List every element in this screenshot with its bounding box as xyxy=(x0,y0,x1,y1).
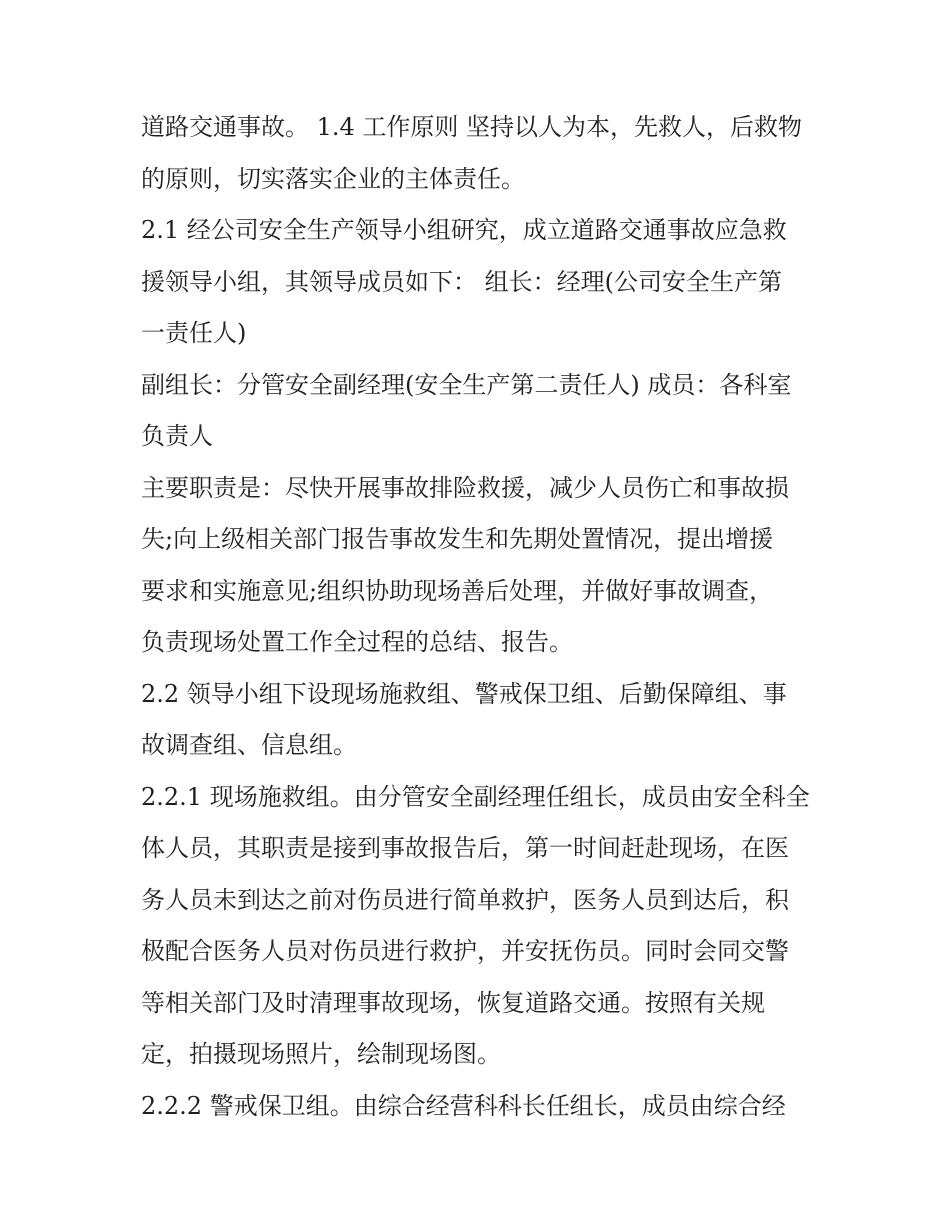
text-line: 要求和实施意见;组织协助现场善后处理，并做好事故调查， xyxy=(141,576,774,605)
text-line: 失;向上级相关部门报告事故发生和先期处置情况，提出增援 xyxy=(141,525,774,553)
text-line: 负责人 xyxy=(141,422,213,450)
text-line: 负责现场处置工作全过程的总结、报告。 xyxy=(141,628,573,656)
text-line: 定，拍摄现场照片，绘制现场图。 xyxy=(141,1040,501,1068)
text-line: 故调查组、信息组。 xyxy=(141,731,357,759)
text-line: 等相关部门及时清理事故现场，恢复道路交通。按照有关规 xyxy=(141,988,765,1017)
text-line: 援领导小组，其领导成员如下： 组长：经理(公司安全生产第 xyxy=(141,267,782,296)
text-line: 2.1 经公司安全生产领导小组研究，成立道路交通事故应急救 xyxy=(141,216,787,244)
text-line: 副组长：分管安全副经理(安全生产第二责任人) 成员：各科室 xyxy=(141,370,792,399)
text-line: 2.2.2 警戒保卫组。由综合经营科科长任组长，成员由综合经 xyxy=(141,1091,786,1120)
text-line: 2.2 领导小组下设现场施救组、警戒保卫组、后勤保障组、事 xyxy=(141,679,787,708)
text-line: 主要职责是：尽快开展事故排险救援，减少人员伤亡和事故损 xyxy=(141,473,789,502)
text-line: 极配合医务人员对伤员进行救护，并安抚伤员。同时会同交警 xyxy=(141,937,789,965)
text-line: 务人员未到达之前对伤员进行简单救护，医务人员到达后，积 xyxy=(141,885,789,914)
text-line: 一责任人) xyxy=(141,319,247,347)
text-line: 体人员，其职责是接到事故报告后，第一时间赶赴现场，在医 xyxy=(141,834,789,862)
text-line: 的原则，切实落实企业的主体责任。 xyxy=(141,164,525,193)
text-line: 道路交通事故。 1.4 工作原则 坚持以人为本，先救人，后救物 xyxy=(141,113,803,141)
document-body xyxy=(141,102,813,1132)
text-line: 2.2.1 现场施救组。由分管安全副经理任组长，成员由安全科全 xyxy=(141,782,810,811)
